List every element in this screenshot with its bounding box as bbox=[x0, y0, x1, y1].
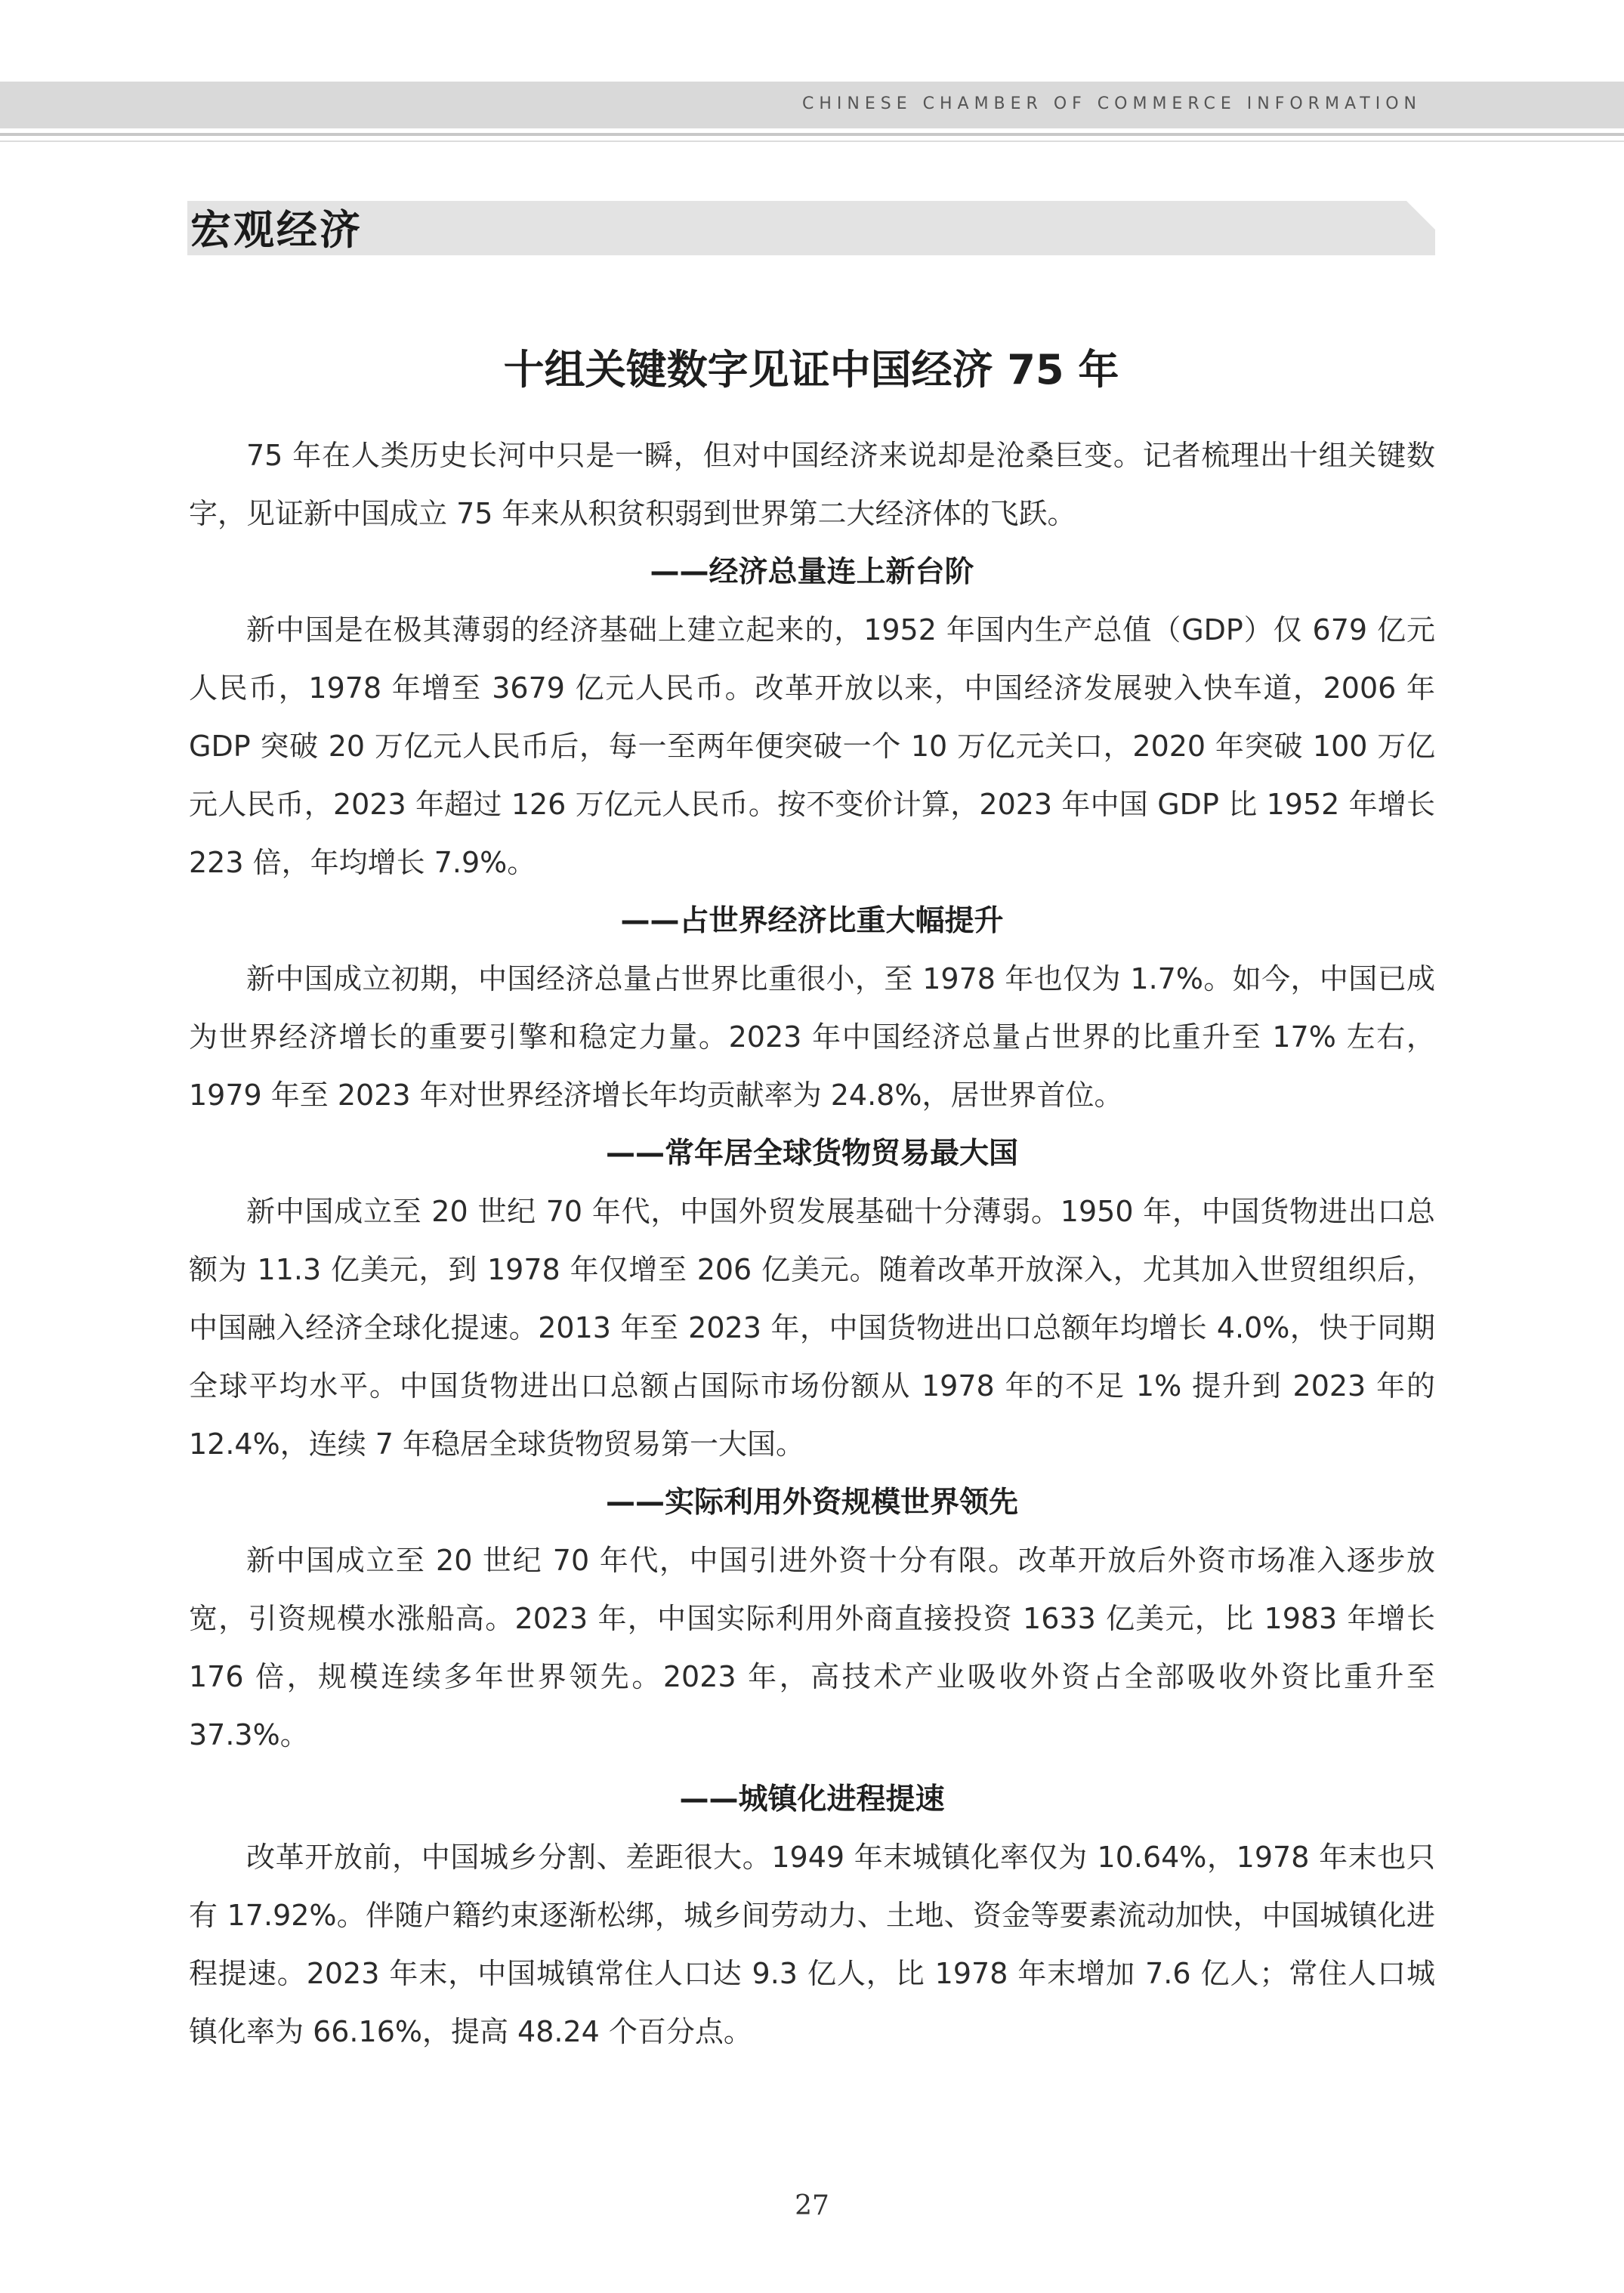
subheading-economic-scale: ——经济总量连上新台阶 bbox=[650, 555, 974, 589]
subheading-world-share: ——占世界经济比重大幅提升 bbox=[620, 904, 1004, 938]
subheading-goods-trade: ——常年居全球货物贸易最大国 bbox=[605, 1137, 1018, 1171]
paragraph-urbanization: 改革开放前，中国城乡分割、差距很大。1949 年末城镇化率仅为 10.64%，1978 年末也只有 17.92%。伴随户籍约束逐渐松绑，城乡间劳动力、土地、资金等要素流动加快，中国城镇化进程提速。2023 年末，中国城镇常住人口达 9.3 亿人，比 1978 年末增加 7.6 亿人；常住人口城镇化率为 66.16%，提高 48.24 个百分点。 bbox=[189, 1841, 1435, 2048]
page-number: 27 bbox=[795, 2190, 829, 2221]
intro-paragraph: 75 年在人类历史长河中只是一瞬，但对中国经济来说却是沧桑巨变。记者梳理出十组关键数字，见证新中国成立 75 年来从积贫积弱到世界第二大经济体的飞跃。 bbox=[189, 439, 1435, 530]
paragraph-economic-scale: 新中国是在极其薄弱的经济基础上建立起来的，1952 年国内生产总值（GDP）仅 679 亿元人民币，1978 年增至 3679 亿元人民币。改革开放以来，中国经济发展驶入快车道，2006 年 GDP 突破 20 万亿元人民币后，每一至两年便突破一个 10 万亿元关口，2020 年突破 100 万亿元人民币，2023 年超过 126 万亿元人民币。按不变价计算，2023 年中国 GDP 比 1952 年增长 223 倍，年均增长 7.9%。 bbox=[189, 613, 1435, 879]
paragraph-foreign-investment: 新中国成立至 20 世纪 70 年代，中国引进外资十分有限。改革开放后外资市场准入逐步放宽，引资规模水涨船高。2023 年，中国实际利用外商直接投资 1633 亿美元，比 1983 年增长 176 倍，规模连续多年世界领先。2023 年，高技术产业吸收外资占全部吸收外资比重升至 37.3%。 bbox=[189, 1544, 1435, 1751]
article-body bbox=[189, 427, 1435, 2061]
subheading-foreign-investment: ——实际利用外资规模世界领先 bbox=[605, 1486, 1018, 1520]
section-bar bbox=[187, 201, 1435, 255]
article-title: 十组关键数字见证中国经济 75 年 bbox=[503, 346, 1119, 393]
section-title: 宏观经济 bbox=[190, 205, 363, 254]
header-rule bbox=[0, 133, 1624, 136]
header-rule-thin bbox=[0, 140, 1624, 142]
paragraph-goods-trade: 新中国成立至 20 世纪 70 年代，中国外贸发展基础十分薄弱。1950 年，中国货物进出口总额为 11.3 亿美元，到 1978 年仅增至 206 亿美元。随着改革开放深入，尤其加入世贸组织后，中国融入经济全球化提速。2013 年至 2023 年，中国货物进出口总额年均增长 4.0%，快于同期全球平均水平。中国货物进出口总额占国际市场份额从 1978 年的不足 1% 提升到 2023 年的 12.4%，连续 7 年稳居全球货物贸易第一大国。 bbox=[189, 1195, 1435, 1461]
publication-name: CHINESE CHAMBER OF COMMERCE INFORMATION bbox=[802, 94, 1422, 113]
paragraph-world-share: 新中国成立初期，中国经济总量占世界比重很小，至 1978 年也仅为 1.7%。如今，中国已成为世界经济增长的重要引擎和稳定力量。2023 年中国经济总量占世界的比重升至 17% 左右，1979 年至 2023 年对世界经济增长年均贡献率为 24.8%，居世界首位。 bbox=[189, 962, 1435, 1112]
subheading-urbanization: ——城镇化进程提速 bbox=[679, 1782, 945, 1816]
